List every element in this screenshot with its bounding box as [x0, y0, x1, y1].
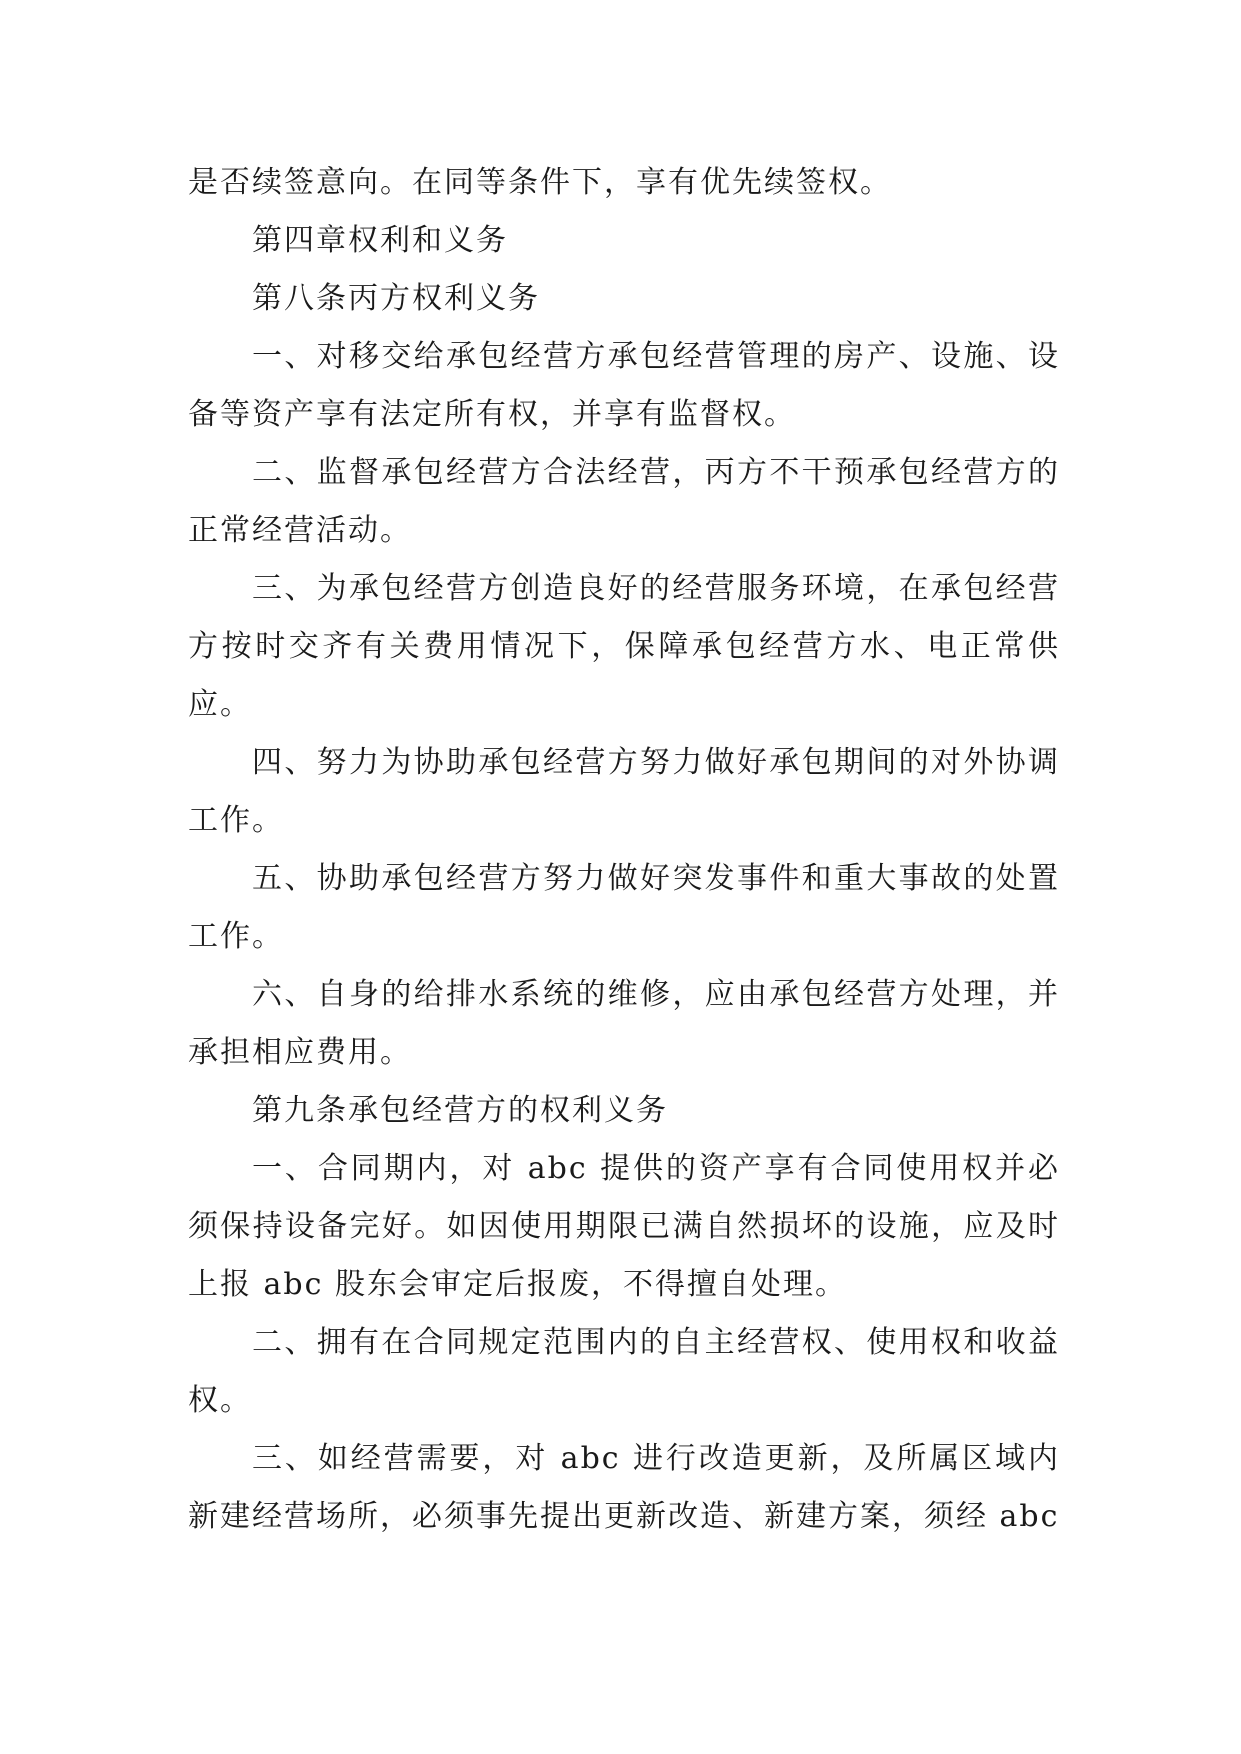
paragraph: 一、对移交给承包经营方承包经营管理的房产、设施、设备等资产享有法定所有权，并享有监督权。: [188, 339, 1060, 432]
article-heading-8: 第八条丙方权利义务: [252, 281, 540, 316]
paragraph: 一、合同期内，对 abc 提供的资产享有合同使用权并必须保持设备完好。如因使用期限已满自然损坏的设施，应及时上报 abc 股东会审定后报废，不得擅自处理。: [188, 1151, 1060, 1302]
paragraph: 三、为承包经营方创造良好的经营服务环境，在承包经营方按时交齐有关费用情况下，保障承包经营方水、电正常供应。: [188, 571, 1060, 722]
paragraph: 二、监督承包经营方合法经营，丙方不干预承包经营方的正常经营活动。: [188, 455, 1060, 548]
paragraph-continuation: 是否续签意向。在同等条件下，享有优先续签权。: [188, 165, 892, 200]
chapter-heading: 第四章权利和义务: [252, 223, 508, 258]
document-body: [188, 154, 1060, 1546]
paragraph: 三、如经营需要，对 abc 进行改造更新，及所属区域内新建经营场所，必须事先提出更新改造、新建方案，须经 abc: [188, 1441, 1060, 1534]
article-heading-9: 第九条承包经营方的权利义务: [252, 1093, 668, 1128]
paragraph: 六、自身的给排水系统的维修，应由承包经营方处理，并承担相应费用。: [188, 977, 1060, 1070]
paragraph: 四、努力为协助承包经营方努力做好承包期间的对外协调工作。: [188, 745, 1060, 838]
paragraph: 五、协助承包经营方努力做好突发事件和重大事故的处置工作。: [188, 861, 1060, 954]
paragraph: 二、拥有在合同规定范围内的自主经营权、使用权和收益权。: [188, 1325, 1060, 1418]
